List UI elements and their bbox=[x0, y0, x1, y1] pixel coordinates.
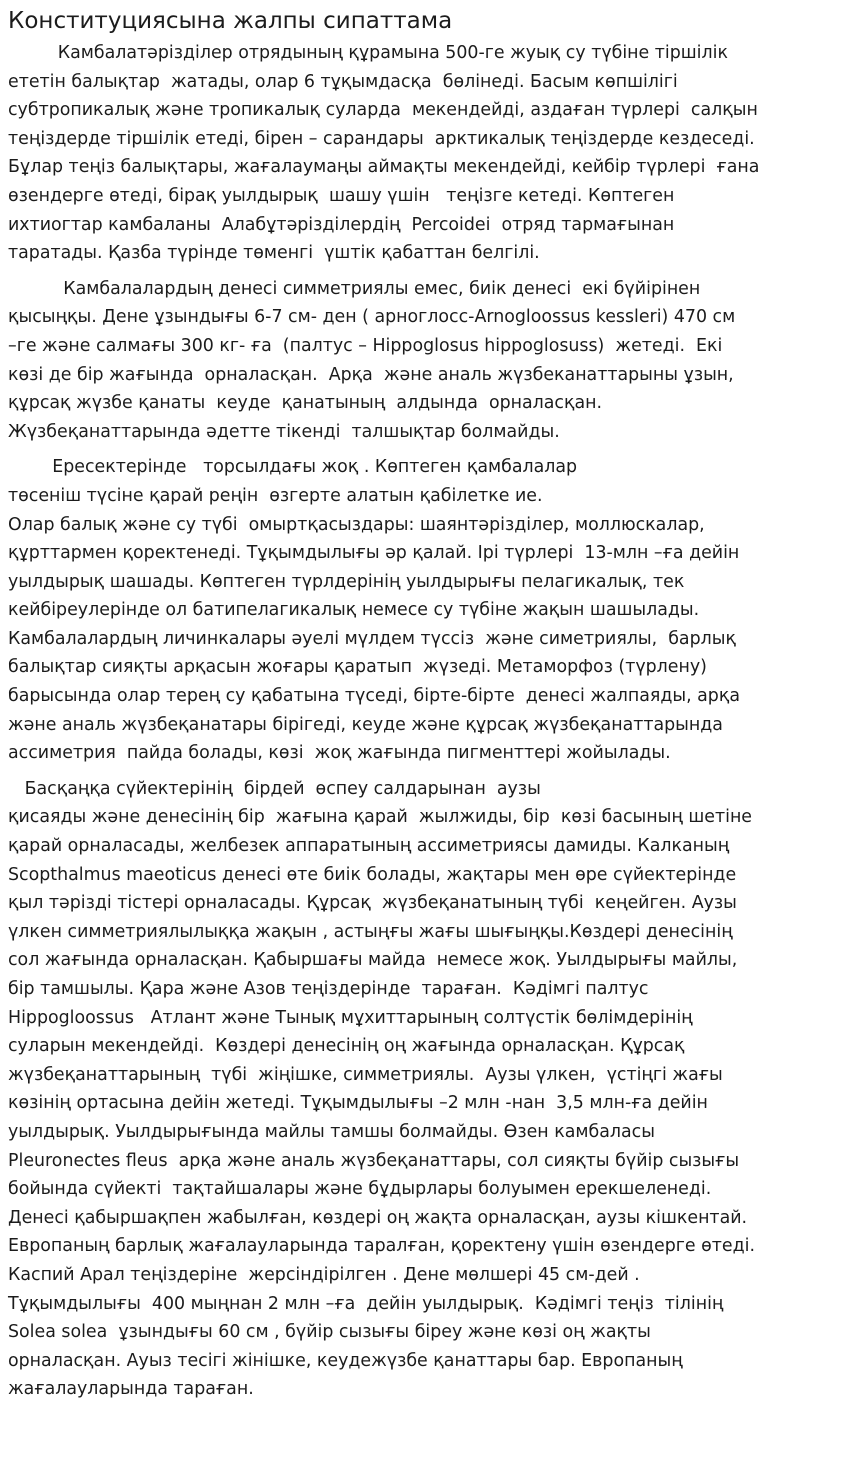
text-line: Scopthalmus maeoticus денесі өте биік болады, жақтары мен өре сүйектерінде bbox=[8, 864, 737, 885]
text-line: көзі де бір жағында орналасқан. Арқа және аналь жүзбеканаттарыны ұзын, bbox=[8, 364, 734, 385]
text-line: уылдырық шашады. Көптеген түрлдерінің уылдырығы пелагикалық, тек bbox=[8, 571, 685, 592]
document-body bbox=[8, 39, 844, 1404]
text-line: ассиметрия пайда болады, көзі жоқ жағында пигменттері жойылады. bbox=[8, 743, 671, 764]
text-line: ихтиогтар камбаланы Алабұтәрізділердің Percoidei отряд тармағынан bbox=[8, 214, 675, 235]
text-line: балықтар сияқты арқасын жоғары қаратып жүзеді. Метаморфоз (түрлену) bbox=[8, 657, 707, 678]
text-line: Каспий Арал теңіздеріне жерсіндірілген . Дене мөлшері 45 см-дей . bbox=[8, 1264, 640, 1285]
text-line: Жүзбеқанаттарында әдетте тікенді талшықтар болмайды. bbox=[8, 421, 560, 442]
text-line: және аналь жүзбеқанатары бірігеді, кеуде және құрсақ жүзбеқанаттарында bbox=[8, 714, 723, 735]
text-line: барысында олар терең су қабатына түседі, бірте-бірте денесі жалпаяды, арқа bbox=[8, 686, 741, 707]
text-line: Камбалалардың денесі симметриялы емес, биік денесі екі бүйірінен bbox=[8, 278, 701, 299]
text-line: үлкен симметриялылыққа жақын , астыңғы жағы шығыңқы.Көздері денесінің bbox=[8, 921, 733, 942]
paragraph-3 bbox=[8, 453, 844, 768]
text-line: суларын мекендейді. Көздері денесінің оң жағында орналасқан. Құрсақ bbox=[8, 1036, 685, 1057]
text-line: бойында сүйекті тақтайшалары және бұдырлары болуымен ерекшеленеді. bbox=[8, 1179, 712, 1200]
text-line: Hippogloossus Атлант және Тынық мұхиттарының солтүстік бөлімдерінің bbox=[8, 1007, 693, 1028]
text-line: субтропикалық және тропикалық суларда мекендейді, аздаған түрлері салқын bbox=[8, 100, 758, 121]
paragraph-2 bbox=[8, 275, 844, 447]
text-line: таратады. Қазба түрінде төменгі үштік қабаттан белгілі. bbox=[8, 243, 540, 264]
text-line: Басқаңқа сүйектерінің бірдей өспеу салдарынан аузы bbox=[8, 778, 541, 799]
paragraph-1 bbox=[8, 39, 844, 268]
text-line: өзендерге өтеді, бірақ уылдырық шашу үшін теңізге кетеді. Көптеген bbox=[8, 185, 675, 206]
text-line: кейбіреулерінде ол батипелагикалық немесе су түбіне жақын шашылады. bbox=[8, 600, 700, 621]
text-line: қисаяды және денесінің бір жағына қарай жылжиды, бір көзі басының шетіне bbox=[8, 807, 753, 828]
document bbox=[8, 6, 844, 1411]
text-line: Ересектерінде торсылдағы жоқ . Көптеген қамбалалар bbox=[8, 457, 578, 478]
text-line: сол жағында орналасқан. Қабыршағы майда немесе жоқ. Уылдырығы майлы, bbox=[8, 950, 738, 971]
text-line: Европаның барлық жағалауларында таралған, қоректену үшін өзендерге өтеді. bbox=[8, 1236, 756, 1257]
text-line: Бұлар теңіз балықтары, жағалаумаңы аймақты мекендейді, кейбір түрлері ғана bbox=[8, 157, 760, 178]
text-line: Solea solea ұзындығы 60 см , бүйір сызығы біреу және көзі оң жақты bbox=[8, 1322, 651, 1343]
text-line: құрттармен қоректенеді. Тұқымдылығы әр қалай. Ірі түрлері 13-млн –ға дейін bbox=[8, 543, 740, 564]
text-line: Pleuronectes fleus арқа және аналь жүзбеқанаттары, сол сияқты бүйір сызығы bbox=[8, 1150, 740, 1171]
text-line: төсеніш түсіне қарай реңін өзгерте алатын қабілетке ие. bbox=[8, 485, 543, 506]
text-line: Денесі қабыршақпен жабылған, көздері оң жақта орналасқан, аузы кішкентай. bbox=[8, 1207, 748, 1228]
text-line: қыл тәрізді тістері орналасады. Құрсақ жүзбеқанатының түбі кеңейген. Аузы bbox=[8, 893, 737, 914]
text-line: орналасқан. Ауыз тесігі жінішке, кеудежүзбе қанаттары бар. Европаның bbox=[8, 1350, 683, 1371]
text-line: –ге және салмағы 300 кг- ға (палтус – Hippoglosus hippoglosuss) жетеді. Екі bbox=[8, 335, 723, 356]
text-line: көзінің ортасына дейін жетеді. Тұқымдылығы –2 млн -нан 3,5 млн-ға дейін bbox=[8, 1093, 708, 1114]
text-line: Олар балық және су түбі омыртқасыздары: шаянтәрізділер, моллюскалар, bbox=[8, 514, 705, 535]
text-line: ететін балықтар жатады, олар 6 тұқымдасқа бөлінеді. Басым көпшілігі bbox=[8, 71, 678, 92]
paragraph-4 bbox=[8, 775, 844, 1404]
text-line: Камбалалардың личинкалары әуелі мүлдем түссіз және симетриялы, барлық bbox=[8, 628, 736, 649]
text-line: жүзбеқанаттарының түбі жіңішке, симметриялы. Аузы үлкен, үстіңгі жағы bbox=[8, 1064, 723, 1085]
text-line: құрсақ жүзбе қанаты кеуде қанатының алдында орналасқан. bbox=[8, 393, 603, 414]
document-title: Конституциясына жалпы сипаттама bbox=[8, 8, 453, 34]
text-line: уылдырық. Уылдырығында майлы тамшы болмайды. Өзен камбаласы bbox=[8, 1121, 655, 1142]
text-line: қарай орналасады, желбезек аппаратының ассиметриясы дамиды. Калканың bbox=[8, 836, 730, 857]
text-line: бір тамшылы. Қара және Азов теңіздерінде тараған. Кәдімгі палтус bbox=[8, 979, 649, 999]
text-line: Камбалатәрізділер отрядының құрамына 500-ге жуық су түбіне тіршілік bbox=[8, 43, 728, 63]
text-line: теңіздерде тіршілік етеді, бірен – сарандары арктикалық теңіздерде кездеседі. bbox=[8, 128, 755, 149]
text-line: жағалауларында тараған. bbox=[8, 1379, 254, 1400]
text-line: Тұқымдылығы 400 мыңнан 2 млн –ға дейін уылдырық. Кәдімгі теңіз тілінің bbox=[8, 1293, 724, 1314]
text-line: қысыңқы. Дене ұзындығы 6-7 см- ден ( арноглосс-Arnogloossus kessleri) 470 см bbox=[8, 307, 736, 328]
